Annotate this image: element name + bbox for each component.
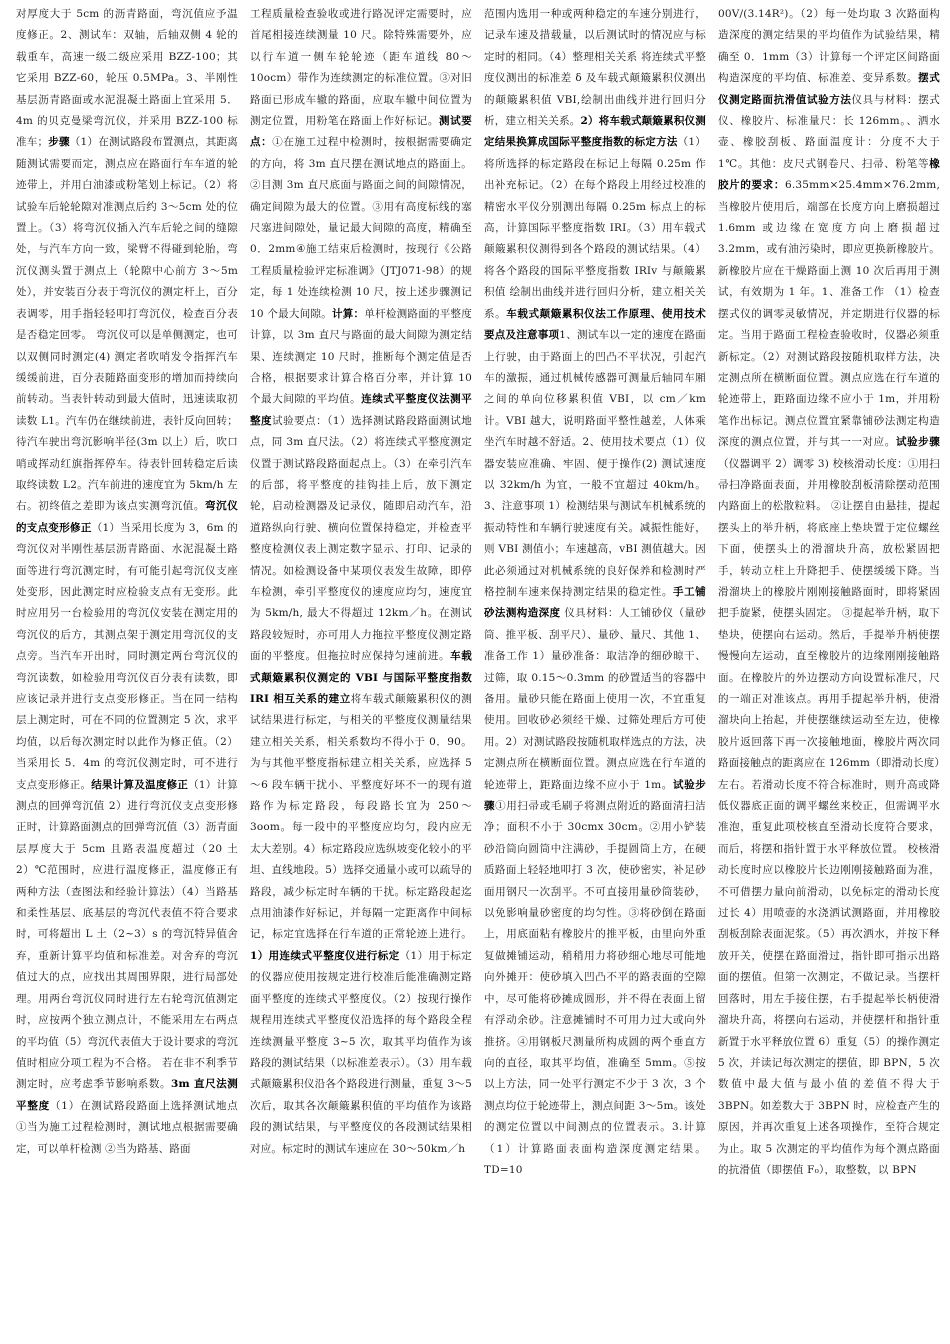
body-text: 试验要点：（1）选择测试路段路面测试地点，同 3m 直尺法。（2）将连续式平整度测定仪置于测试路段路面起点上。（3）在牵引汽车的后部，将平整度的挂钩挂上后，放下测定轮，启动检测器及记录仪，随即启动汽车，沿道路纵向行驶、横向位置保持稳定，并检查平整度检测仪表上测定数字显示、打印、记录的情况。如检测设备中某项仪表发生故障，即停车检测，牵引平整度仪的速度应均匀，速度宜为 5km/h, 最大不得超过 12km／h。在测试路段较短时，亦可用人力拖拉平整度仪测定路面的平整度。但拖拉时应保持匀速前进。: [250, 414, 472, 663]
section-heading: 结果计算及温度修正: [91, 778, 189, 791]
section-heading: 1）用连续式平整度仪进行标定: [250, 949, 400, 962]
body-text: （仪器调平 2）调零 3) 校核滑动长度：①用扫帚扫净路面表面，并用橡胶刮板清除摆动范围内路面上的松散粒料。 ②让摆自由悬挂，提起摆头上的举升柄，将底座上垫块置于定位螺丝下面，使摆头上的滑溜块升高，放松紧固把手，转动立柱上升降把手、使摆缓缓下降。当滑溜块上的橡胶片刚刚接触路面时，即将紧固把手旋紧，使摆头固定。 ③提起举升柄，取下垫块，使摆向右运动。然后，手提举升柄使摆慢慢向左运动，直至橡胶片的边缘刚刚接触路面。在橡胶片的外边摆动方向设置标准尺，尺的一端正对准该点。再用手提起举升柄，使滑溜块向上抬起，并使摆继续运动至左边，使橡胶片返回落下再一次接触地面，橡胶片两次同路面接触点的距离应在 126mm（即滑动长度）左右。若滑动长度不符合标准时，则升高或降低仪器底正面的调平螺丝来校正，但需调平水准泡，重复此项校核直至滑动长度符合要求，而后，将摆和指针置于水平释放位置。 校核滑动长度时应以橡胶片长边刚刚接触路面为准，不可借摆力量向前滑动，以免标定的滑动长度过长 4）用喷壶的水浇洒试测路面，并用橡胶刮板刮除表面泥浆。（5）再次洒水，并按下释放开关，使摆在路面滑过，指针即可指示出路面的摆值。但第一次测定，不做记录。当摆杆回落时，用左手接住摆，右手提起举长柄使滑溜块升高，将摆向右运动，并使摆杆和指针重新置于水平释放位置 6）重复（5）的操作测定 5 次，并读记每次测定的摆值，即 BPN，5 次数值中最大值与最小值的差值不得大于 3BPN。如差数大于 3BPN 时，应检查产生的原因，并再次重复上述各项操作，至符合规定为止。取 5 次测定的平均值作为每个测点路面的抗滑值（即摆值 F₀），取整数，以 BPN: [718, 457, 940, 1176]
text-column-1: [16, 4, 238, 1342]
body-text: ①在施工过程中检测时，按根据需要确定的方向，将 3m 直尺摆在测试地点的路面上。②目测 3m 直尺底面与路面之间的间隙情况，确定间隙为最大的位置。③用有高度标线的塞尺塞进间隙处，量记最大间隙的高度，精确至 0．2mm④施工结束后检测时，按现行《公路工程质量检验评定标准调》（JTJ071-98）的规定，每 1 处连续检测 10 尺，按上述步骤测记 10 个最大间隙。: [250, 136, 472, 320]
text-column-4: [718, 4, 940, 1342]
section-heading: 手工铺砂法测构造深度: [484, 585, 706, 620]
body-text: 6.35mm×25.4mm×76.2mm, 当橡胶片使用后，端部在长度方向上磨损超过 1.6mm 或边缘在宽度方向上磨损超过 3.2mm，或有油污染时，即应更换新橡胶片。新橡胶片应在干燥路面上测 10 次后再用于测试，有效期为 1 年。1、准备工作 （1）检查摆式仪的调零灵敏情况，并定期进行仪器的标定。当用于路面工程检查验收时，仪器必须重新标定。（2）对测试路段按随机取样方法，决定测点所在横断面位置。测点应选在行车道的轮迹带上，距路面边缘不应小于 1m，并用粉笔作出标记。测点位置宜紧靠铺砂法测定构造深度的测点位置，并与其一一对应。: [718, 179, 940, 449]
body-text: （1）在测试路段路面上选择测试地点 ①当为施工过程检测时，测试地点根据需要确定，可以单杆检测 ②当为路基、路面: [16, 1099, 238, 1155]
body-text: （1）将所选择的标定路段在标记上每隔 0.25m 作出补充标记。（2）在每个路段上用经过校准的精密水平仪分别测出每隔 0.25m 标点上的标高，计算国际平整度指数 IRI。（3）用车载式颠簸累积仪测得到各个路段的测试结果。（4）将各个路段的国际平整度指数 IRIv 与颠簸累积值 绘制出曲线并进行回归分析，建立相关关系。: [484, 136, 706, 320]
section-heading: 试验步骤: [484, 778, 706, 813]
body-text: （1）当采用长度为 3，6m 的弯沉仪对半刚性基层沥青路面、水泥混凝土路面等进行弯沉测定时，有可能引起弯沉仪支座处变形，因此测定时应检验支点有无变形。此时应用另一台检验用的弯沉仪安装在测定用的弯沉仪的后方，其测点架于测定用弯沉仪的支点旁。当汽车开出时，同时测定两台弯沉仪的弯沉读数，如检验用弯沉仪百分表有读数，即应该记录并进行支点变形修正。当在同一结构层上测定时，可在不同的位置测定 5 次，求平均值，以后每次测定时以此作为修正值。（2）当采用长 5．4m 的弯沉仪测定时，可不进行支点变形修正。: [16, 521, 238, 791]
section-heading: 弯沉仪的支点变形修正: [16, 500, 238, 534]
section-heading: 3m 直尺法测平整度: [16, 1078, 238, 1112]
text-column-2: [250, 4, 472, 1342]
section-heading: 测试要点：: [250, 115, 472, 149]
section-heading: 摆式仪测定路面抗滑值试验方法: [718, 72, 940, 106]
section-heading: 计算：: [332, 307, 365, 320]
section-heading: 2）将车载式颠簸累积仪测定结果换算成国际平整度指数的标定方法: [484, 115, 706, 149]
body-text: （1）计算测点的回弹弯沉值 2）进行弯沉仪支点变形修正时，计算路面测点的回弹弯沉值（3）沥青面层厚度大于 5cm 且路表温度超过（20 土 2）℃范围时，应进行温度修正，温度修正有两种方法（查图法和经验计算法）（4）当路基和柔性基层、底基层的弯沉代表值不符合要求时，可将超出 L 土（2~3）s 的弯沉特异值舍弃，重新计算平均值和标准差。对舍弃的弯沉值过大的点，应找出其周围界限，进行局部处理。用两台弯沉仪同时进行左右轮弯沉值测定时，应按两个独立测点计，不能采用左右两点的平均值（5）弯沉代表值大于设计要求的弯沉值时相应分项工程为不合格。 若在非不利季节测定时，应考虑季节影响系数。: [16, 778, 238, 1091]
body-text: 仪具与材料：摆式仪、橡胶片、标准量尺：长 126mm。、洒水壶、橡胶刮板、路面温度计：分度不大于 1℃。其他：皮尺式钢卷尺、扫帚、粉笔等: [718, 93, 940, 170]
body-text: 1、测试车以一定的速度在路面上行驶，由于路面上的凹凸不平状况，引起汽车的激振，通过机械传感器可测量后轴同车厢之间的单向位移累积值 VBI，以 cm／km 计。VBI 越大，说明路面平整性越差，人体乘坐汽车时越不舒适。2、使用技术要点（1）仪器安装应准确、牢固、便于操作(2) 测试速度以 32km/h 为宜，一般不宜超过 40km/h。3、注意事项 1）检测结果与测试车机械系统的振动特性和车辆行驶速度有关。减振性能好，则 VBI 测值小；车速越高，vBI 测值越大。因此必须通过对机械系统的良好保养和检测时严格控制车速来保持测定结果的稳定性。: [484, 329, 706, 598]
body-text: 单杆检测路面的平整度计算，以 3m 直尺与路面的最大间隙为测定结果、连续测定 10 尺时，推断每个测定值是否合格，根据要求计算合格百分率，并计算 10 个最大间隙的平均值。: [250, 307, 472, 406]
body-text: 工程质量检查验收或进行路况评定需要时，应首尾相接连续测量 10 尺。除特殊需要外，应以行车道一侧车轮轮迹（距车道线 80～10ocm）带作为连续测定的标准位置。③对旧路面已形成车辙的路面，应取车辙中间位置为测定位置，用粉笔在路面上作好标记。: [250, 8, 472, 128]
body-text: 仪具材料：人工铺砂仪（量砂筒、推平板、刮平尺）、量砂、量尺、其他 1、准备工作 1）量砂准备：取洁净的细砂晾干、过筛，取 0.15～0.3mm 的砂置适当的容器中备用。量砂只能在路面上使用一次，不宜重复使用。回收砂必须经干燥、过筛处理后方可使用。2）对测试路段按随机取样选点的方法，决定测点所在横断面位置。测点应选在行车道的轮迹带上，距路面边缘不应小于 1m。: [484, 607, 706, 791]
body-text: ①用扫帚或毛刷子将测点附近的路面清扫洁净；面积不小于 30cmx 30cm。②用小铲装砂沿筒向圆筒中注满砂，手提圆筒上方，在硬质路面上轻轻地叩打 3 次，使砂密实，补足砂面用钢尺一次刮平。不可直接用量砂筒装砂，以免影响量砂密度的均匀性。③将砂倒在路面上，用底面粘有橡胶片的推平板，由里向外重复做摊铺运动，稍稍用力将砂细心地尽可能地向外摊开：使砂填入凹凸不平的路表面的空隙中，尽可能将砂摊成圆形，并不得在表面上留有浮动余砂。注意摊铺时不可用力过大或向外推挤。④用钢板尺测量所构成圆的两个垂直方向的直径，取其平均值，准确至 5mm。⑤按以上方法，同一处平行测定不少于 3 次，3 个测点均位于轮迹带上，测点间距 3～5m。该处的测定位置以中间测点的位置表示。3.计算 （1）计算路面表面构造深度测定结果。TD=10: [484, 800, 706, 1176]
body-text: 对厚度大于 5cm 的沥青路面，弯沉值应予温度修正。2、测试车：双轴，后轴双侧 4 轮的载重车，高速一级二级应采用 BZZ-100；其它采用 BZZ-60，轮压 0.5MPa。3、半刚性基层沥青路面或水泥混凝土路面上宜采用 5．4m 的贝克曼梁弯沉仪，并采用 BZZ-100 标准车；: [16, 8, 238, 149]
section-heading: 橡胶片的要求：: [718, 157, 940, 192]
body-text: （1）在测试路段布置测点，其距离随测试需要而定，测点应在路面行车车道的轮迹带上，并用白油漆或粉笔划上标记。（2）将试验车后轮轮隙对准测点后约 3～5cm 处的位置上。（3）将弯沉仪插入汽车后轮之间的缝隙处，与汽车方向一致，梁臂不得碰到轮胎，弯沉仪测头置于测点上（轮隙中心前方 3～5m 处），并安装百分表于弯沉仪的测定杆上，百分表调零，用手指轻轻叩打弯沉仪，检查百分表是否稳定回零。 弯沉仪可以是单侧测定，也可以双侧同时测定(4) 测定者吹哨发令指挥汽车缓缓前进，百分表随路面变形的增加而持续向前转动。当表针转动到最大值时，迅速读取初读数 L1。汽车仍在继续前进，表针反向回转；待汽车驶出弯沉影响半径(3m 以上）后，吹口哨或挥动红旗指挥停车。待表针回转稳定后读取终读数 L2。汽车前进的速度宜为 5km/h 左右。初终值之差即为该点实测弯沉值。: [16, 136, 238, 513]
section-heading: 试验步骤: [895, 436, 940, 449]
section-heading: 车载式颠簸累积仪法工作原理、使用技术要点及注意事项: [484, 307, 706, 342]
section-heading: 步骤: [48, 136, 70, 149]
body-text: 00V/(3.14R²)。（2）每一处均取 3 次路面构造深度的测定结果的平均值作为试验结果，精确至 0．1mm（3）计算每一个评定区间路面构造深度的平均值、标准差、变异系数。: [718, 8, 940, 85]
text-column-3: [484, 4, 706, 1342]
body-text: （1）用于标定的仪器应使用按规定进行校准后能准确测定路面平整度的连续式平整度仪。（2）按现行操作规程用连续式平整度仪沿选择的每个路段全程连续测量平整度 3~5 次，取其平均值作为该路段的测试结果（以标准差表示）。（3）用车载式颠簸累积仪沿各个路段进行测量，重复 3～5 次后，取其各次颠簸累积值的平均值作为该路段的测试结果，与平整度仪的各段测试结果相对应。标定时的测试车速应在 30～50km／h: [250, 949, 472, 1155]
body-text: 范围内选用一种或两种稳定的车速分别进行，记录车速及措载量，以后测试时的情况应与标定时的相同。（4）整理相关关系 将连续式平整度仪测出的标准差 δ 及车载式颠簸累积仪测出的颠簸累积值 VBI,绘制出曲线并进行回归分析，建立相关关系。: [484, 8, 706, 128]
body-text: 将车载式颠簸累积仪的测试结果进行标定，与相关的平整度仪测量结果建立相关关系，相关系数均不得小于 0．90。 为与其他平整度指标建立相关关系，应选择 5～6 段车辆干扰小、平整度好坏不一的现有道路作为标定路段，每段路长宜为 250～3oom。每一段中的平整度应均匀，段内应无太大差别。4）标定路段应选纵坡变化较小的平坦、直线地段。5）选择交通量小或可以疏导的路段，减少标定时车辆的干扰。标定路段起迄点用油漆作好标记，并每隔一定距离作中间标记，标定宜选择在行车道的正常轮迹上进行。: [250, 693, 472, 941]
section-heading: 车载式颠簸累积仪测定的 VBI 与国际平整度指数 IRI 相互关系的建立: [250, 650, 472, 705]
section-heading: 连续式平整度仪法测平整度: [250, 393, 472, 427]
